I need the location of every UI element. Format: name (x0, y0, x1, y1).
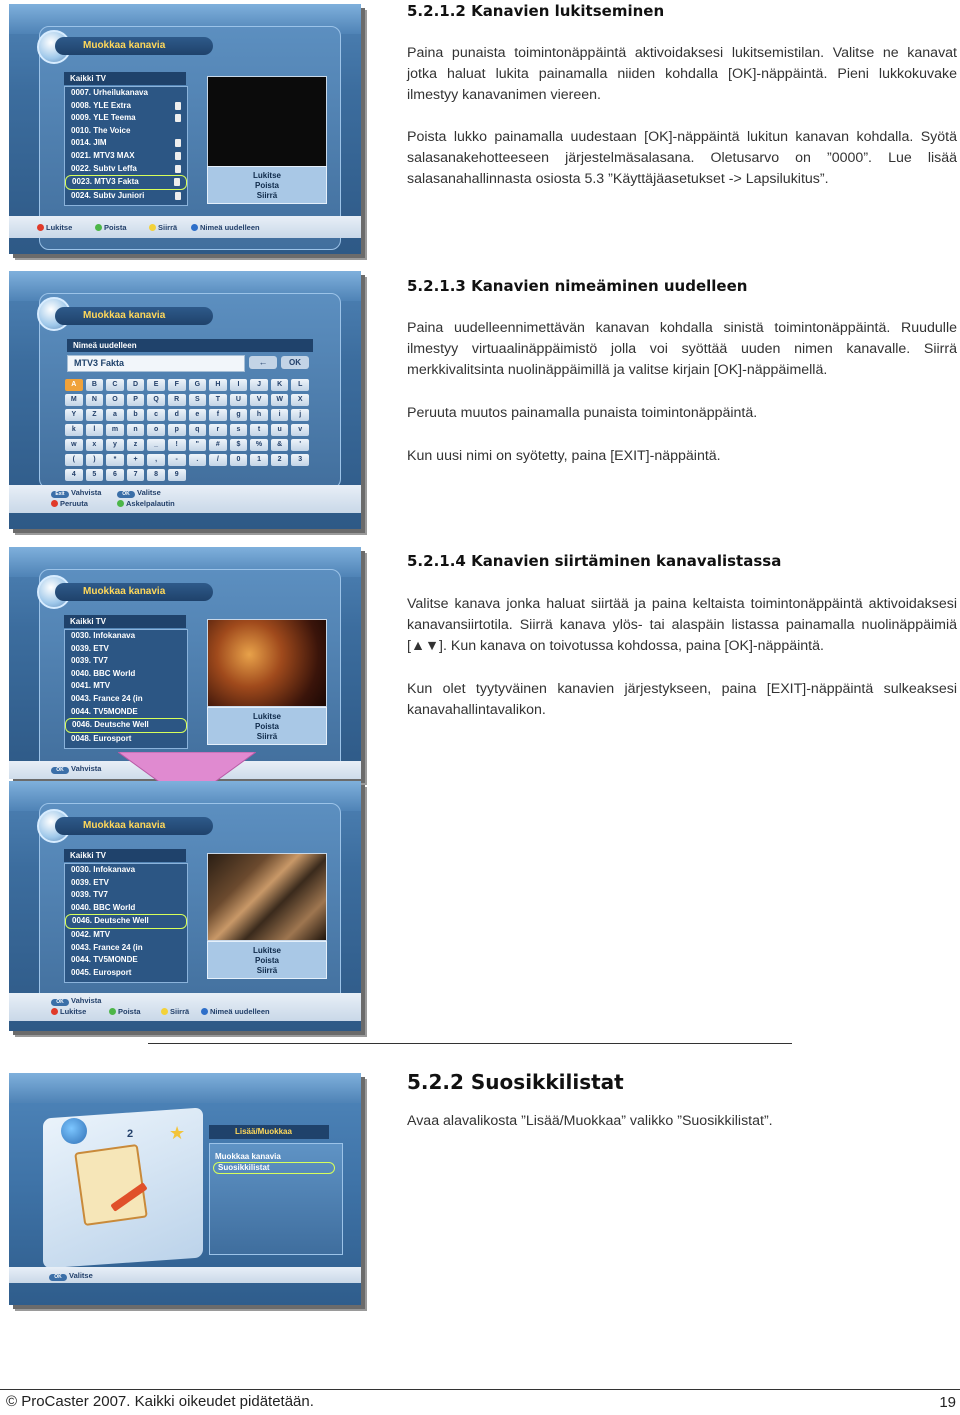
action-menu (207, 941, 327, 979)
blue-key-icon (191, 224, 198, 231)
list-item[interactable]: 0009. YLE Teema (65, 112, 187, 125)
paragraph: Kun olet tyytyväinen kanavien järjestykseen, paina [EXIT]-näppäintä sulkeaksesi kanavahallintavalikon. (407, 681, 957, 718)
key[interactable]: m (106, 424, 124, 436)
key[interactable]: $ (230, 439, 248, 451)
key[interactable]: e (189, 409, 207, 421)
key[interactable]: c (147, 409, 165, 421)
screenshot-move-channel-before (9, 547, 361, 779)
key[interactable]: - (168, 454, 186, 466)
virtual-keyboard (65, 379, 309, 481)
ok-key-icon: OK (49, 1274, 67, 1281)
list-item[interactable]: 0010. The Voice (71, 125, 131, 135)
rename-header: Nimeä uudelleen (67, 339, 313, 352)
key[interactable]: p (168, 424, 186, 436)
key[interactable]: L (291, 379, 309, 391)
list-item[interactable]: 0024. Subtv Juniori (65, 190, 187, 203)
ok-key-icon: OK (51, 999, 69, 1006)
section-heading-favourites: 5.2.2 Suosikkilistat (407, 1070, 624, 1094)
key[interactable]: r (209, 424, 227, 436)
key[interactable]: M (65, 394, 83, 406)
key[interactable]: S (189, 394, 207, 406)
list-item[interactable]: 0007. Urheilukanava (71, 88, 148, 97)
key[interactable]: Y (65, 409, 83, 421)
lock-icon (174, 178, 180, 186)
key[interactable]: ( (65, 454, 83, 466)
screenshot-lock-channels (9, 4, 361, 254)
lock-icon (175, 192, 181, 200)
list-item[interactable]: 0043. France 24 (in (71, 942, 143, 952)
list-item[interactable]: 0045. Eurosport (71, 967, 132, 977)
backspace-button[interactable]: ← (249, 356, 277, 369)
list-item[interactable]: 0021. MTV3 MAX (65, 150, 187, 163)
red-key-icon (51, 1008, 58, 1015)
menu-item-delete[interactable]: Poista (254, 956, 279, 965)
screenshot-move-channel-after (9, 781, 361, 1031)
lock-icon (175, 114, 181, 122)
key[interactable]: H (209, 379, 227, 391)
key[interactable]: 3 (291, 454, 309, 466)
key[interactable]: g (230, 409, 248, 421)
list-item[interactable]: 0039. TV7 (71, 656, 108, 666)
function-key-bar: OK Vahvista Lukitse Poista Siirrä Nimeä uudelleen (9, 993, 361, 1021)
key[interactable]: # (209, 439, 227, 451)
menu-item-favourites[interactable]: Suosikkilistat (213, 1162, 335, 1174)
section-heading-rename: 5.2.1.3 Kanavien nimeäminen uudelleen (407, 277, 748, 295)
key[interactable]: " (189, 439, 207, 451)
key[interactable]: l (86, 424, 104, 436)
list-item[interactable]: 0008. YLE Extra (65, 100, 187, 113)
key[interactable]: z (127, 439, 145, 451)
menu-item-delete[interactable]: Poista (254, 722, 279, 731)
exit-key-icon: Exit (51, 491, 69, 498)
key[interactable]: X (291, 394, 309, 406)
menu-item-lock[interactable]: Lukitse (252, 712, 281, 721)
list-item[interactable]: 0043. France 24 (in (71, 693, 143, 703)
key[interactable]: Z (86, 409, 104, 421)
key[interactable]: * (106, 454, 124, 466)
rename-input[interactable]: MTV3 Fakta (67, 355, 245, 372)
menu-item-move[interactable]: Siirrä (256, 191, 278, 200)
key[interactable]: T (209, 394, 227, 406)
blue-key-icon (201, 1008, 208, 1015)
menu-item-edit-channels[interactable]: Muokkaa kanavia (215, 1152, 281, 1161)
screenshot-favourites-menu (9, 1073, 361, 1305)
function-key-bar: OK Vahvista (9, 761, 361, 779)
key[interactable]: t (250, 424, 268, 436)
paragraph: Paina punaista toimintonäppäintä aktivoidaksesi lukitsemistilan. Valitse ne kanavat jotka haluat lukita painamalla niiden kohdalla [OK]-näppäintä. Pieni lukkokuvake ilmestyy kanavanimen viereen. (407, 45, 957, 103)
key[interactable]: 0 (230, 454, 248, 466)
yellow-key-icon (149, 224, 156, 231)
menu-title: Muokkaa kanavia (55, 37, 213, 55)
footer-rule (0, 1389, 960, 1390)
key[interactable]: W (271, 394, 289, 406)
red-key-icon (37, 224, 44, 231)
key[interactable]: _ (147, 439, 165, 451)
key[interactable]: I (230, 379, 248, 391)
key[interactable]: + (127, 454, 145, 466)
section-heading-move: 5.2.1.4 Kanavien siirtäminen kanavalistassa (407, 552, 782, 570)
key[interactable]: 4 (65, 469, 83, 481)
list-item[interactable]: 0042. MTV (71, 929, 111, 939)
key[interactable]: & (271, 439, 289, 451)
yellow-key-icon (161, 1008, 168, 1015)
key-selected[interactable]: A (65, 379, 83, 391)
list-header: Kaikki TV (64, 615, 186, 628)
function-key-bar: Exit Vahvista OK Valitse Peruuta Askelpalautin (9, 485, 361, 513)
key[interactable]: j (291, 409, 309, 421)
key[interactable]: w (65, 439, 83, 451)
list-item[interactable]: 0039. ETV (71, 643, 109, 653)
key[interactable]: ' (291, 439, 309, 451)
menu-item-lock[interactable]: Lukitse (252, 946, 281, 955)
key[interactable]: , (147, 454, 165, 466)
key[interactable]: q (189, 424, 207, 436)
menu-title: Lisää/Muokkaa (209, 1125, 329, 1139)
key[interactable]: 1 (250, 454, 268, 466)
lock-icon (175, 102, 181, 110)
menu-title: Muokkaa kanavia (55, 307, 213, 325)
key[interactable]: 7 (127, 469, 145, 481)
key[interactable]: U (230, 394, 248, 406)
key[interactable]: f (209, 409, 227, 421)
paragraph: Valitse kanava jonka haluat siirtää ja paina keltaista toimintonäppäintä aktivoidaksesi kanavansiirtotila. Siirrä kanava ylös- tai alaspäin listassa painamalla nuolinäppäimiä [▲▼]. Kun kanava on toivotussa kohdossa, paina [OK]-näppäintä. (407, 596, 957, 654)
section-divider (148, 1043, 792, 1044)
channel-preview (207, 76, 327, 168)
star-icon: ★ (169, 1123, 186, 1143)
key[interactable]: a (106, 409, 124, 421)
key[interactable]: 6 (106, 469, 124, 481)
menu-item-move[interactable]: Siirrä (256, 966, 278, 975)
key[interactable]: P (127, 394, 145, 406)
red-key-icon (51, 500, 58, 507)
key[interactable]: y (106, 439, 124, 451)
list-item[interactable]: 0044. TV5MONDE (71, 706, 138, 716)
key[interactable]: V (250, 394, 268, 406)
key[interactable]: E (147, 379, 165, 391)
key[interactable]: k (65, 424, 83, 436)
key[interactable]: x (86, 439, 104, 451)
list-item[interactable]: 0041. MTV (71, 681, 111, 691)
list-item[interactable]: 0030. Infokanava (71, 865, 136, 874)
key[interactable]: b (127, 409, 145, 421)
list-item[interactable]: 0044. TV5MONDE (71, 955, 138, 965)
list-item[interactable]: 0040. BBC World (71, 902, 136, 912)
key[interactable]: ) (86, 454, 104, 466)
paragraph: Peruuta muutos painamalla punaista toimintonäppäintä. (407, 405, 758, 421)
key[interactable]: J (250, 379, 268, 391)
key[interactable]: C (106, 379, 124, 391)
green-key-icon (95, 224, 102, 231)
list-item-selected[interactable]: 0023. MTV3 Fakta (65, 175, 187, 190)
list-header: Kaikki TV (64, 72, 186, 85)
section-heading-lock: 5.2.1.2 Kanavien lukitseminen (407, 2, 665, 20)
copyright-text: © ProCaster 2007. Kaikki oikeudet pidätetään. (6, 1393, 314, 1410)
key[interactable]: 9 (168, 469, 186, 481)
ok-key-icon: OK (117, 491, 135, 498)
key[interactable]: o (147, 424, 165, 436)
key[interactable]: 2 (271, 454, 289, 466)
list-item-selected[interactable]: 0046. Deutsche Well (65, 718, 187, 733)
menu-item-delete[interactable]: Poista (254, 181, 279, 190)
globe-icon (61, 1118, 87, 1144)
key[interactable]: ! (168, 439, 186, 451)
list-item-selected[interactable]: 0046. Deutsche Well (65, 914, 187, 929)
action-menu (207, 707, 327, 745)
paragraph: Poista lukko painamalla uudestaan [OK]-näppäintä lukitun kanavan kohdalla. Syötä salasanakehotteeseen järjestelmäsalasana. Oletusarvo on ”0000”. Lue lisää salasanahallinnasta osiosta 5.3 ”Käyttäjäasetukset -> Lapsilukitus”. (407, 129, 957, 187)
action-menu (207, 166, 327, 204)
function-key-bar: Lukitse Poista Siirrä Nimeä uudelleen (9, 216, 361, 238)
list-item[interactable]: 0030. Infokanava (71, 631, 136, 640)
key[interactable]: n (127, 424, 145, 436)
key[interactable]: K (271, 379, 289, 391)
key[interactable]: v (291, 424, 309, 436)
channel-list (64, 629, 188, 749)
paragraph: Paina uudelleennimettävän kanavan kohdalla sinistä toimintonäppäintä. Ruudulle ilmestyy virtuaalinäppäimistö jolla voi syöttää uuden nimen kanavalle. Siirrä merkkivalitsinta nuolinäppäimillä ja valitse kirjain [OK]-näppäimellä. (407, 320, 957, 378)
menu-title: Muokkaa kanavia (55, 583, 213, 601)
key[interactable]: B (86, 379, 104, 391)
lock-icon (175, 139, 181, 147)
tab-number: 2 (127, 1128, 134, 1140)
list-item[interactable]: 0039. TV7 (71, 890, 108, 900)
key[interactable]: O (106, 394, 124, 406)
list-item[interactable]: 0014. JIM (65, 137, 187, 150)
key[interactable]: d (168, 409, 186, 421)
menu-item-lock[interactable]: Lukitse (252, 171, 281, 180)
key[interactable]: s (230, 424, 248, 436)
list-item[interactable]: 0022. Subtv Leffa (65, 163, 187, 176)
page-number: 19 (939, 1394, 956, 1411)
key[interactable]: u (271, 424, 289, 436)
ok-button[interactable]: OK (281, 356, 309, 369)
key[interactable]: F (168, 379, 186, 391)
key[interactable]: R (168, 394, 186, 406)
green-key-icon (109, 1008, 116, 1015)
list-item[interactable]: 0040. BBC World (71, 668, 136, 678)
screen-top-glow (9, 1073, 361, 1103)
paragraph: Avaa alavalikosta ”Lisää/Muokkaa” valikko ”Suosikkilistat”. (407, 1113, 773, 1129)
key[interactable]: / (209, 454, 227, 466)
channel-preview (207, 619, 327, 707)
menu-item-move[interactable]: Siirrä (256, 732, 278, 741)
key[interactable]: h (250, 409, 268, 421)
menu-title: Muokkaa kanavia (55, 817, 213, 835)
key[interactable]: D (127, 379, 145, 391)
green-key-icon (117, 500, 124, 507)
key[interactable]: 8 (147, 469, 165, 481)
paragraph: Kun uusi nimi on syötetty, paina [EXIT]-näppäintä. (407, 448, 721, 464)
list-item[interactable]: 0039. ETV (71, 877, 109, 887)
lock-icon (175, 165, 181, 173)
lock-icon (175, 152, 181, 160)
key[interactable]: i (271, 409, 289, 421)
list-item[interactable]: 0048. Eurosport (71, 733, 132, 743)
key[interactable]: 5 (86, 469, 104, 481)
function-key-bar: OK Valitse (9, 1267, 361, 1283)
channel-list (64, 86, 188, 206)
channel-list (64, 863, 188, 983)
key[interactable]: Q (147, 394, 165, 406)
list-header: Kaikki TV (64, 849, 186, 862)
screenshot-rename-channel (9, 271, 361, 529)
channel-preview (207, 853, 327, 941)
key[interactable]: N (86, 394, 104, 406)
ok-key-icon: OK (51, 767, 69, 774)
key[interactable]: G (189, 379, 207, 391)
key[interactable]: % (250, 439, 268, 451)
key[interactable]: . (189, 454, 207, 466)
